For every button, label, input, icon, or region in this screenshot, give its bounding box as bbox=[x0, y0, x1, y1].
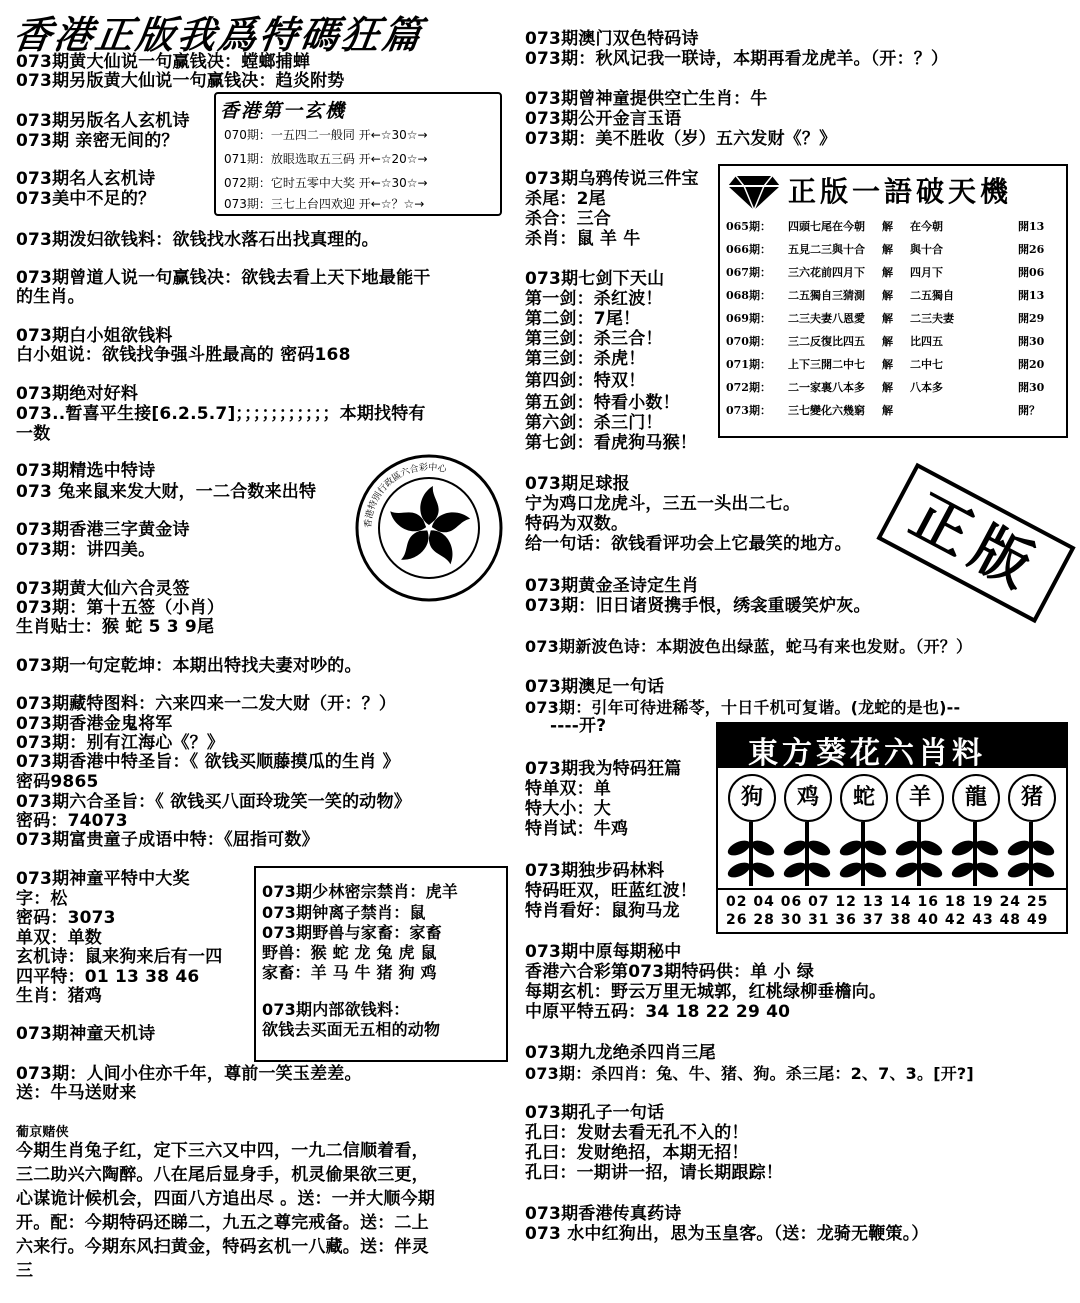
text-line: 特肖试：牛鸡 bbox=[525, 819, 629, 839]
text-line: 073期香港中特圣旨：《 欲钱买顺藤摸瓜的生肖 》 bbox=[16, 752, 400, 772]
text-line: 第三剑：杀三合！ bbox=[525, 329, 663, 349]
text-line: 073..暂喜平生接[6.2.5.7]；；；；；；；；；；；本期找特有 bbox=[16, 404, 426, 424]
text-line: 香港六合彩第073期特码供：单 小 绿 bbox=[525, 962, 815, 982]
text-line: 送：牛马送财来 bbox=[16, 1083, 137, 1103]
text-line: 073期精选中特诗 bbox=[16, 461, 156, 481]
shaolin-line: 欲钱去买面无五相的动物 bbox=[262, 1020, 441, 1039]
diamond-icon bbox=[726, 172, 782, 212]
yiyu-cell: 二三夫妻 bbox=[910, 312, 954, 325]
text-line: 073期香港三字黄金诗 bbox=[16, 520, 190, 540]
text-line: 073期中原每期秘中 bbox=[525, 942, 682, 962]
emblem-ring-text: 香港特別行政區六合彩中心 bbox=[363, 462, 448, 529]
text-line: 073期藏特图料：六来四来一二发大财（开：？） bbox=[16, 694, 397, 714]
text-line: 一数 bbox=[16, 424, 51, 444]
text-line: 073期另版黄大仙说一句赢钱决：趋炎附势 bbox=[16, 71, 345, 91]
text-line: 073期香港传真药诗 bbox=[525, 1204, 682, 1224]
text-line: 特单双：单 bbox=[525, 779, 611, 799]
xuanji-row: 070期：一五四二一般同 开←☆30☆→ bbox=[224, 128, 428, 142]
text-line: 073期九龙绝杀四肖三尾 bbox=[525, 1043, 716, 1063]
text-line: 宁为鸡口龙虎斗，三五一头出二七。 bbox=[525, 494, 801, 514]
text-line: 073期黄大仙说一句赢钱决：螳螂捕蝉 bbox=[16, 52, 311, 72]
text-line: 073期：第十五签（小肖） bbox=[16, 598, 225, 618]
text-line: 第三剑：杀虎！ bbox=[525, 349, 646, 369]
yiyu-cell: 開13 bbox=[1018, 220, 1045, 233]
text-line: 073期黄金圣诗定生肖 bbox=[525, 576, 699, 596]
yiyu-cell: 開30 bbox=[1018, 381, 1045, 394]
yiyu-box bbox=[718, 164, 1068, 438]
text-line: 杀尾：2尾 bbox=[525, 189, 606, 209]
text-line: 第四剑：特双！ bbox=[525, 371, 646, 391]
flower-zodiac-label: 龍 bbox=[952, 774, 1000, 822]
yiyu-cell: 070期： bbox=[726, 335, 771, 348]
yiyu-cell: 二一家裏八本多 bbox=[788, 381, 865, 394]
text-line: 073 兔来鼠来发大财，一二合数来出特 bbox=[16, 482, 317, 502]
text-line: 的生肖。 bbox=[16, 287, 85, 307]
yiyu-cell: 開30 bbox=[1018, 335, 1045, 348]
yiyu-cell: 解 bbox=[882, 312, 893, 325]
yiyu-cell: 072期： bbox=[726, 381, 771, 394]
text-line: 孔曰：发财去看无孔不入的！ bbox=[525, 1123, 749, 1143]
yiyu-cell: 解 bbox=[882, 358, 893, 371]
zhengban-stamp: 正版 bbox=[876, 463, 1075, 623]
text-line: 073期我为特码狂篇 bbox=[525, 759, 682, 779]
yiyu-cell: 五見二三與十合 bbox=[788, 243, 865, 256]
text-line: 073期另版名人玄机诗 bbox=[16, 111, 190, 131]
shaolin-line: 家畜：羊 马 牛 猪 狗 鸡 bbox=[262, 963, 437, 982]
text-line: 073期独步码林料 bbox=[525, 861, 665, 881]
text-line: 六来行。今期东风扫黄金，特码玄机一八藏。送：伴灵 bbox=[16, 1237, 429, 1257]
yiyu-cell: 與十合 bbox=[910, 243, 943, 256]
yiyu-cell: 069期： bbox=[726, 312, 771, 325]
text-line: 孔曰：发财绝招，本期无招！ bbox=[525, 1143, 749, 1163]
text-line: 073 水中红狗出，思为玉皇客。（送：龙骑无鞭策。） bbox=[525, 1224, 929, 1244]
text-line: 特码旺双，旺蓝红波！ bbox=[525, 881, 697, 901]
text-line: 杀肖：鼠 羊 牛 bbox=[525, 229, 641, 249]
text-line: 生肖贴士：猴 蛇 5 3 9尾 bbox=[16, 617, 215, 637]
kuihua-numbers-row: 02 04 06 07 12 13 14 16 18 19 24 25 bbox=[726, 894, 1049, 910]
text-line: 玄机诗：鼠来狗来后有一四 bbox=[16, 947, 223, 967]
flower-zodiac-label: 蛇 bbox=[840, 774, 888, 822]
yiyu-cell: 066期： bbox=[726, 243, 771, 256]
yiyu-cell: 開？ bbox=[1018, 404, 1040, 417]
yiyu-cell: 解 bbox=[882, 289, 893, 302]
xuanji-row: 072期：它时五零中大奖 开←☆30☆→ bbox=[224, 176, 428, 190]
text-line: 特肖看好：鼠狗马龙 bbox=[525, 901, 680, 921]
text-line: 073期富贵童子成语中特：《屈指可数》 bbox=[16, 830, 319, 850]
flower-stem-icon bbox=[783, 822, 831, 886]
yiyu-cell: 四頭七尾在今朝 bbox=[788, 220, 865, 233]
text-line: ----开? bbox=[550, 716, 607, 736]
text-line: 给一句话：欲钱看评功会上它最笑的地方。 bbox=[525, 534, 852, 554]
text-line: 073期七剑下天山 bbox=[525, 269, 665, 289]
text-line: 073期绝对好料 bbox=[16, 384, 139, 404]
yiyu-cell: 二五獨自三猜測 bbox=[788, 289, 865, 302]
kuihua-box bbox=[716, 722, 1068, 934]
text-line: 第七剑：看虎狗马猴！ bbox=[525, 433, 697, 453]
yiyu-cell: 解 bbox=[882, 335, 893, 348]
yiyu-cell: 073期： bbox=[726, 404, 771, 417]
xuanji-box bbox=[214, 92, 502, 216]
text-line: 073期曾道人说一句赢钱决：欲钱去看上天下地最能干 bbox=[16, 268, 431, 288]
yiyu-cell: 067期： bbox=[726, 266, 771, 279]
yiyu-cell: 在今朝 bbox=[910, 220, 943, 233]
text-line: 特码为双数。 bbox=[525, 514, 629, 534]
xuanji-row: 073期：三七上台四欢迎 开←☆？☆→ bbox=[224, 197, 425, 211]
yiyu-cell: 解 bbox=[882, 381, 893, 394]
yiyu-cell: 開20 bbox=[1018, 358, 1045, 371]
text-line: 073期泼妇欲钱料：欲钱找水落石出找真理的。 bbox=[16, 230, 379, 250]
yiyu-cell: 二中七 bbox=[910, 358, 943, 371]
shaolin-line: 073期野兽与家畜：家畜 bbox=[262, 923, 442, 942]
text-line: 特大小：大 bbox=[525, 799, 611, 819]
text-line: 第五剑：特看小数！ bbox=[525, 393, 680, 413]
yiyu-cell: 上下三開二中七 bbox=[788, 358, 865, 371]
yiyu-cell: 比四五 bbox=[910, 335, 943, 348]
text-line: 杀合：三合 bbox=[525, 209, 611, 229]
yiyu-cell: 八本多 bbox=[910, 381, 943, 394]
yiyu-cell: 二三夫妻八恩愛 bbox=[788, 312, 865, 325]
yiyu-cell: 二五獨自 bbox=[910, 289, 954, 302]
yiyu-cell: 068期： bbox=[726, 289, 771, 302]
text-line: 073期 亲密无间的？ bbox=[16, 131, 179, 151]
flower-stem-icon bbox=[1007, 822, 1055, 886]
text-line: 单双：单数 bbox=[16, 928, 102, 948]
text-line: 三 bbox=[16, 1261, 34, 1281]
text-line: 073期：美不胜收（岁）五六发财《？》 bbox=[525, 129, 837, 149]
kuihua-divider bbox=[718, 888, 1066, 890]
yiyu-title: 正版一語破天機 bbox=[788, 175, 1013, 208]
text-line: 073期白小姐欲钱料 bbox=[16, 326, 173, 346]
text-line: 073期神童平特中大奖 bbox=[16, 869, 190, 889]
text-line: 073期：秋风记我一联诗，本期再看龙虎羊。（开：？） bbox=[525, 49, 949, 69]
text-line: 字：松 bbox=[16, 889, 68, 909]
yiyu-cell: 四月下 bbox=[910, 266, 943, 279]
yiyu-cell: 開06 bbox=[1018, 266, 1045, 279]
yiyu-cell: 三二反復比四五 bbox=[788, 335, 865, 348]
text-line: 073期足球报 bbox=[525, 474, 630, 494]
text-line: 孔曰：一期讲一招，请长期跟踪！ bbox=[525, 1163, 783, 1183]
text-line: 073期曾神童提供空亡生肖：牛 bbox=[525, 89, 768, 109]
bauhinia-emblem bbox=[354, 453, 504, 603]
text-line: 心谋诡计候机会，四面八方追出尽 。送：一并大顺今期 bbox=[16, 1189, 435, 1209]
text-line: 密码：3073 bbox=[16, 908, 116, 928]
text-line: 四平特：01 13 38 46 bbox=[16, 967, 200, 987]
text-line: 073期新波色诗：本期波色出绿蓝，蛇马有来也发财。（开？） bbox=[525, 637, 973, 656]
flower-stem-icon bbox=[895, 822, 943, 886]
text-line: 三二助兴六陶醉。八在尾后显身手，机灵偷果欲三更， bbox=[16, 1165, 429, 1185]
text-line: 第二剑：7尾！ bbox=[525, 309, 641, 329]
yiyu-cell: 三六花前四月下 bbox=[788, 266, 865, 279]
text-line: 开。配：今期特码还睇二，九五之尊完戒备。送：二上 bbox=[16, 1213, 429, 1233]
xuanji-title: 香港第一玄機 bbox=[220, 100, 347, 122]
text-line: 第六剑：杀三门！ bbox=[525, 413, 663, 433]
text-line: 生肖：猪鸡 bbox=[16, 986, 102, 1006]
kuihua-numbers-row: 26 28 30 31 36 37 38 40 42 43 48 49 bbox=[726, 912, 1049, 928]
text-line: 073期：引年可待进稀苓，十日千机可复谐。(龙蛇的是也)-- bbox=[525, 698, 961, 717]
kuihua-title: 東方葵花六肖料 bbox=[748, 736, 986, 771]
yiyu-cell: 開13 bbox=[1018, 289, 1045, 302]
text-line: 073期神童天机诗 bbox=[16, 1024, 156, 1044]
shaolin-box bbox=[254, 866, 508, 1062]
yiyu-cell: 解 bbox=[882, 220, 893, 233]
text-line: 073期：别有江海心《？》 bbox=[16, 733, 225, 753]
yiyu-cell: 三七變化六幾窮 bbox=[788, 404, 865, 417]
text-line: 白小姐说：欲钱找争强斗胜最高的 密码168 bbox=[16, 345, 351, 365]
text-line: 每期玄机：野云万里无城郭，红桃绿柳垂檐向。 bbox=[525, 982, 887, 1002]
section-heading: 葡京赌侠 bbox=[16, 1125, 69, 1140]
page-title: 香港正版我爲特碼狂篇 bbox=[10, 13, 427, 57]
text-line: 073期：讲四美。 bbox=[16, 540, 156, 560]
text-line: 073期六合圣旨：《 欲钱买八面玲珑笑一笑的动物》 bbox=[16, 792, 411, 812]
yiyu-cell: 解 bbox=[882, 404, 893, 417]
text-line: 073期澳足一句话 bbox=[525, 677, 665, 697]
text-line: 073期：人间小住亦千年，尊前一笑玉差差。 bbox=[16, 1064, 362, 1084]
text-line: 073期黄大仙六合灵签 bbox=[16, 579, 190, 599]
yiyu-cell: 解 bbox=[882, 266, 893, 279]
text-line: 073期：旧日诸贤携手恨，绣衾重暖笑炉灰。 bbox=[525, 596, 871, 616]
text-line: 今期生肖兔子红，定下三六又中四，一九二信顺着看， bbox=[16, 1141, 429, 1161]
yiyu-cell: 065期： bbox=[726, 220, 771, 233]
text-line: 073期孔子一句话 bbox=[525, 1103, 665, 1123]
yiyu-cell: 開26 bbox=[1018, 243, 1045, 256]
yiyu-cell: 071期： bbox=[726, 358, 771, 371]
text-line: 073期乌鸦传说三件宝 bbox=[525, 169, 699, 189]
text-line: 073期名人玄机诗 bbox=[16, 169, 156, 189]
flower-stem-icon bbox=[727, 822, 775, 886]
shaolin-line: 野兽：猴 蛇 龙 兔 虎 鼠 bbox=[262, 943, 437, 962]
text-line: 第一剑：杀红波！ bbox=[525, 289, 663, 309]
xuanji-row: 071期：放眼选取五三码 开←☆20☆→ bbox=[224, 152, 428, 166]
text-line: 073期公开金言玉语 bbox=[525, 109, 682, 129]
flower-stem-icon bbox=[951, 822, 999, 886]
shaolin-line: 073期少林密宗禁肖：虎羊 bbox=[262, 882, 458, 901]
text-line: 中原平特五码：34 18 22 29 40 bbox=[525, 1002, 791, 1022]
text-line: 073美中不足的？ bbox=[16, 189, 156, 209]
yiyu-cell: 解 bbox=[882, 243, 893, 256]
flower-zodiac-label: 羊 bbox=[896, 774, 944, 822]
shaolin-line: 073期钟离子禁肖：鼠 bbox=[262, 903, 426, 922]
flower-zodiac-label: 狗 bbox=[728, 774, 776, 822]
shaolin-line: 073期内部欲钱料： bbox=[262, 1000, 410, 1019]
flower-stem-icon bbox=[839, 822, 887, 886]
yiyu-cell: 開29 bbox=[1018, 312, 1045, 325]
flower-zodiac-label: 猪 bbox=[1008, 774, 1056, 822]
text-line: 073期一句定乾坤：本期出特找夫妻对吵的。 bbox=[16, 656, 362, 676]
text-line: 073期澳门双色特码诗 bbox=[525, 29, 699, 49]
text-line: 密码9865 bbox=[16, 772, 99, 792]
flower-zodiac-label: 鸡 bbox=[784, 774, 832, 822]
text-line: 密码：74073 bbox=[16, 811, 128, 831]
text-line: 073期：杀四肖：兔、牛、猪、狗。杀三尾：2、7、3。[开?] bbox=[525, 1064, 974, 1083]
text-line: 073期香港金鬼将军 bbox=[16, 714, 173, 734]
